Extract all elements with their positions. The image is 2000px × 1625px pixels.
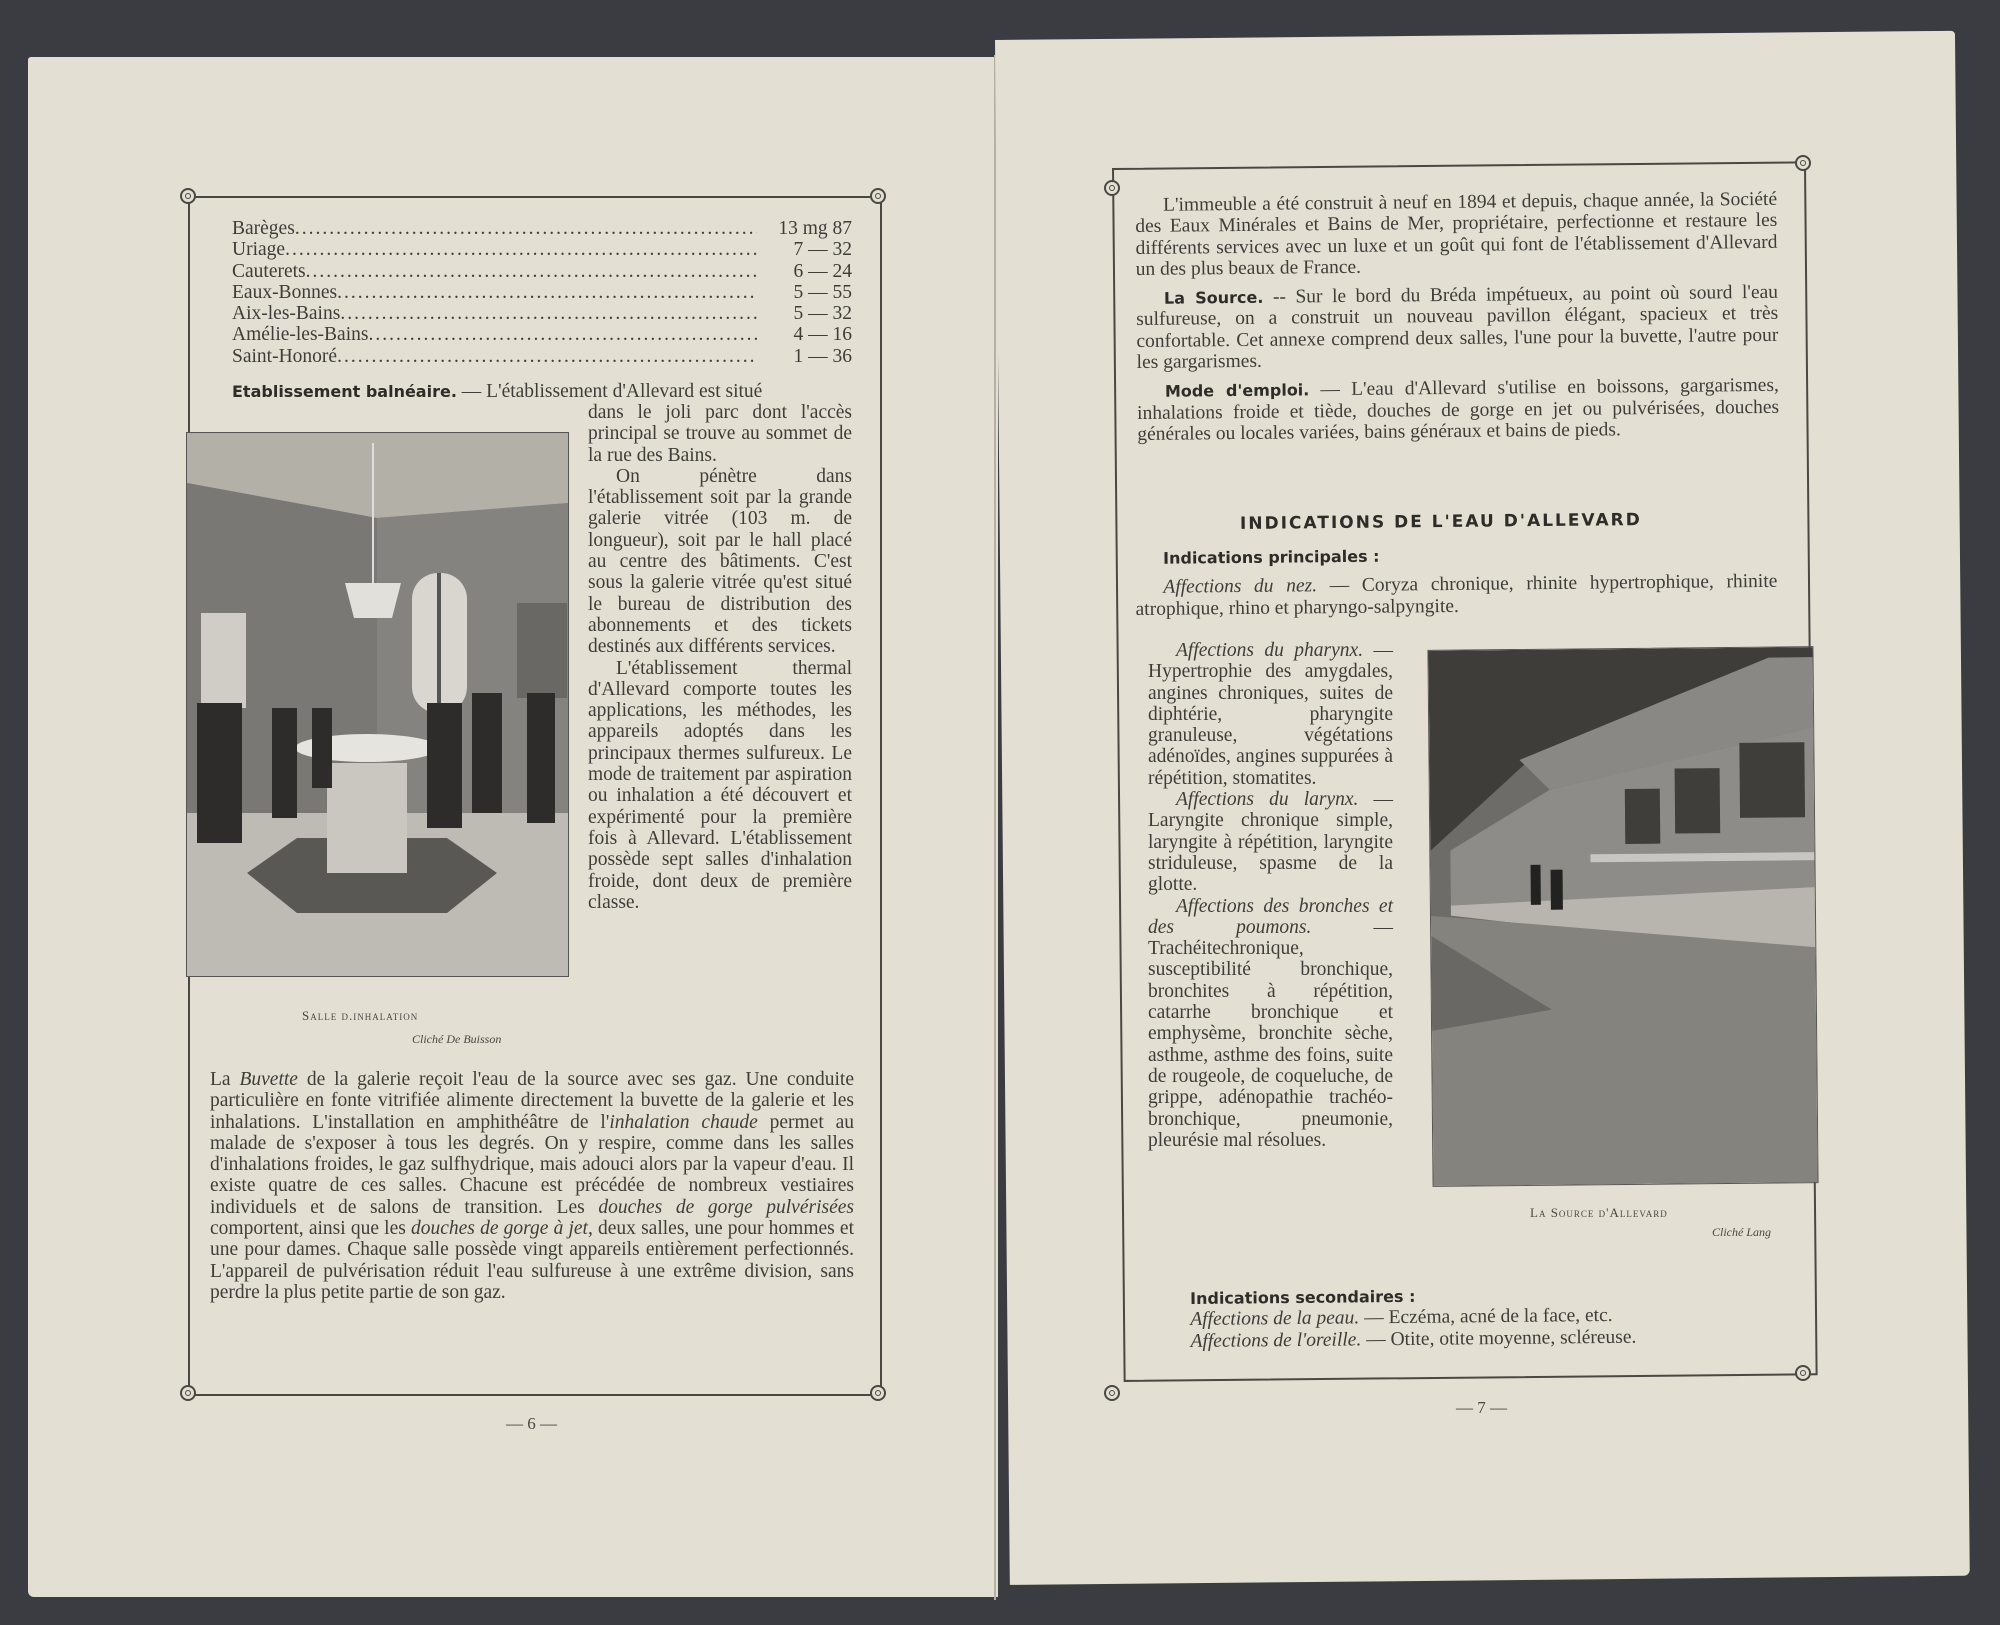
mineral-content-table <box>232 218 852 367</box>
affection-label: Affections du larynx. <box>1176 789 1359 811</box>
affection-label: Affections du pharynx. <box>1176 640 1364 661</box>
paragraph-text: — Coryza chronique, rhinite hypertrophique, rhinite atrophique, rhino et pharyngo-salpyngite. <box>1135 571 1778 620</box>
spa-value: 1 — 36 <box>793 345 852 367</box>
spa-value: 5 — 32 <box>793 303 852 325</box>
scroll-ornament-icon <box>1104 180 1120 196</box>
photo-credit: Cliché De Buisson <box>412 1032 502 1046</box>
leader-dots <box>295 218 757 239</box>
indications-title: INDICATIONS DE L'EAU D'ALLEVARD <box>1239 510 1642 534</box>
spa-name: Amélie-les-Bains <box>232 324 369 346</box>
affection-label: Affections des bronches et des poumons. <box>1148 895 1393 938</box>
source-pavilion-photo <box>1428 647 1817 1186</box>
italic-term: douches de gorge à jet <box>411 1218 588 1240</box>
scroll-ornament-icon <box>1104 1385 1120 1401</box>
page-number-right: — 7 — <box>1456 1398 1507 1417</box>
spa-name: Cauterets <box>232 260 306 282</box>
table-row <box>232 303 852 324</box>
paragraph-text: de la galerie reçoit l'eau de la source avec ses gaz. Une conduite particulière en fonte vitrifiée alimente directement la buvette de la galerie et les inhalations. L'installation en amphithéâtre de l' <box>210 1069 854 1133</box>
spa-name: Eaux-Bonnes <box>232 281 338 303</box>
paragraph-text: — Laryngite chronique simple, laryngite à répétition, laryngite striduleuse, spasme de la glotte. <box>1148 789 1393 896</box>
paragraph-text: , deux salles, une pour hommes et une pour dames. Chaque salle possède vingt appareils entièrement perfectionnés. L'appareil de pulvérisation réduit l'eau sulfureuse à une extrême division, sans perdre la plus petite partie de son gaz. <box>210 1218 855 1303</box>
paragraph-text: L'immeuble a été construit à neuf en 1894 et depuis, chaque année, la Société des Eaux Minérales et Bains de Mer, propriétaire, perfectionne et restaure les différents services avec un luxe et un goût qui font de l'établissement d'Allevard un des plus beaux de France. <box>1135 188 1778 280</box>
paragraph-text: On pénètre dans l'établissement soit par la grande galerie vitrée (103 m. de longueur), soit par le hall placé au centre des bâtiments. C'est sous la galerie vitrée qu'est situé le bureau de distribution des abonnements et des tickets destinés aux différents services. <box>588 465 852 658</box>
italic-term: Buvette <box>239 1069 298 1090</box>
paragraph-text: — Otite, otite moyenne, scléreuse. <box>1361 1326 1637 1350</box>
spa-name: Saint-Honoré <box>232 345 338 367</box>
paragraph-text: comportent, ainsi que les <box>210 1218 411 1240</box>
scroll-ornament-icon <box>180 188 196 204</box>
paragraph-text: permet au malade de s'exposer à tous les degrés. On y respire, comme dans les salles d'inhalations froides, le gaz sulfhydrique, mais adouci alors par la vapeur d'eau. Il existe quatre de ces salles. Chacune est précédée de nombreux vestiaires individuels et de salons de transition. Les <box>210 1111 855 1218</box>
photo-credit: Cliché Lang <box>1712 1225 1771 1239</box>
scroll-ornament-icon <box>1795 1365 1811 1381</box>
leader-dots <box>306 261 757 282</box>
affection-label: Affections de l'oreille. <box>1190 1328 1362 1352</box>
spa-value: 13 mg 87 <box>778 218 852 239</box>
photo-source-allevard <box>1427 646 1818 1187</box>
paragraph-text: dans le joli parc dont l'accès principal se trouve au sommet de la rue des Bains. <box>588 402 852 466</box>
table-row <box>232 282 852 303</box>
spa-value: 6 — 24 <box>793 260 852 282</box>
leader-dots <box>337 282 757 303</box>
paragraph-text: -- Sur le bord du Bréda impétueux, au point où sourd l'eau sulfureuse, on a construit un nouveau pavillon élégant, spacieux et très confortable. Cet annexe comprend deux salles, l'une pour la buvette, l'autre pour les gargarismes. <box>1136 282 1779 374</box>
paragraph-text: — Hypertrophie des amygdales, angines chroniques, suites de diphtérie, pharyngite granuleuse, végétations adénoïdes, angines suppurées à répétition, stomatites. <box>1148 640 1393 789</box>
subsection-heading: Indications secondaires : <box>1190 1286 1416 1308</box>
page-number-left: — 6 — <box>506 1414 557 1433</box>
inhalation-room-photo <box>187 433 568 976</box>
paragraph-text: L'établissement thermal d'Allevard comporte toutes les applications, les méthodes, les appareils adoptés dans les principaux thermes sulfureux. Le mode de traitement par aspiration ou inhalation a été découvert et expérimenté pour la première fois à Allevard. L'établissement possède sept salles d'inhalation froide, dont deux de première classe. <box>588 657 852 913</box>
left-bottom-text <box>210 1069 854 1303</box>
spa-name: Barèges <box>232 218 295 239</box>
subsection-heading: Indications principales : <box>1163 546 1380 568</box>
italic-term: douches de gorge pulvérisées <box>598 1196 854 1218</box>
right-top-text <box>1135 189 1779 445</box>
spa-name: Aix-les-Bains <box>232 303 341 325</box>
photo-caption: La Source d'Allevard <box>1530 1205 1668 1220</box>
book-gutter <box>994 55 996 1600</box>
photo-caption: Salle d.inhalation <box>302 1008 419 1023</box>
section-heading: La Source. <box>1163 287 1264 308</box>
scroll-ornament-icon <box>1795 155 1811 171</box>
table-row <box>232 239 852 260</box>
paragraph-text: — L'eau d'Allevard s'utilise en boissons, gargarismes, inhalations froide et tiède, douches de gorge en jet ou pulvérisées, douches générales ou locales variées, bains généraux et bains de pieds. <box>1136 375 1780 445</box>
indications-column <box>1148 640 1393 1151</box>
leader-dots <box>285 239 757 260</box>
indications-principales <box>1135 542 1778 620</box>
paragraph-text: — L'établissement d'Allevard est situé <box>456 381 763 402</box>
spa-value: 7 — 32 <box>793 239 852 261</box>
table-row <box>232 261 852 282</box>
scroll-ornament-icon <box>870 1385 886 1401</box>
affection-label: Affections du nez. <box>1163 575 1318 599</box>
spa-value: 4 — 16 <box>793 324 852 346</box>
leader-dots <box>340 303 757 324</box>
italic-term: inhalation chaude <box>609 1111 758 1133</box>
scroll-ornament-icon <box>870 188 886 204</box>
scroll-ornament-icon <box>180 1385 196 1401</box>
paragraph-text: La <box>210 1069 240 1090</box>
photo-salle-inhalation <box>186 432 569 977</box>
table-row <box>232 346 852 367</box>
affection-label: Affections de la peau. <box>1190 1307 1360 1331</box>
leader-dots <box>368 324 757 345</box>
table-row <box>232 218 852 239</box>
spa-name: Uriage <box>232 239 286 261</box>
leader-dots <box>337 346 757 367</box>
left-column-text <box>588 402 852 913</box>
section-heading: Etablissement balnéaire. <box>232 382 457 401</box>
indications-secondaires <box>1190 1282 1791 1352</box>
spa-value: 5 — 55 <box>793 281 852 303</box>
etablissement-intro <box>232 381 852 402</box>
paragraph-text: — Trachéitechronique, susceptibilité bronchique, bronchites à répétition, catarrhe bronchique et emphysème, bronchite sèche, asthme, asthme des foins, suite de rougeole, de coqueluche, de grippe, adénopathie trachéo-bronchique, pneumonie, pleurésie mal résolues. <box>1148 916 1394 1151</box>
paragraph-text: — Eczéma, acné de la face, etc. <box>1359 1305 1613 1329</box>
section-heading: Mode d'emploi. <box>1164 380 1310 402</box>
table-row <box>232 324 852 345</box>
